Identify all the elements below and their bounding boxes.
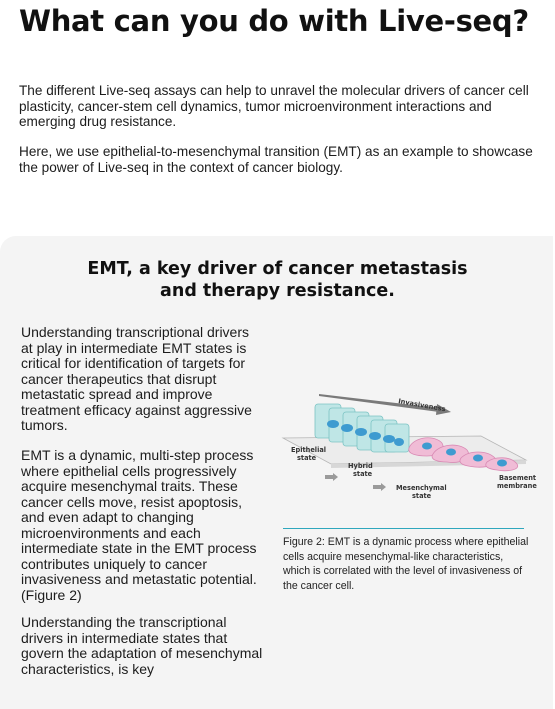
body-paragraph-3: Understanding the transcriptional drivers in intermediate states that govern the adaptation of mesenchymal characteristics, is key — [21, 614, 263, 677]
intro-paragraph-1: The different Live-seq assays can help to unravel the molecular drivers of cancer cell plasticity, cancer-stem cell dynamics, tumor microenvironment interactions and emerging drug resistance. — [19, 83, 529, 130]
emt-figure — [281, 372, 541, 502]
body-paragraph-2: EMT is a dynamic, multi-step process where epithelial cells progressively acquire mesenchymal traits. These cancer cells move, resist apoptosis, and even adapt to changing microenvironments and each intermediate state in the EMT process contributes uniquely to cancer invasiveness and metastatic potential. (Figure 2) — [21, 447, 257, 603]
figure-caption: Figure 2: EMT is a dynamic process where epithelial cells acquire mesenchymal-like characteristics, which is correlated with the level of invasiveness of the cancer cell. — [283, 536, 529, 592]
label-hybrid-line2: state — [353, 470, 373, 478]
label-epithelial-line1: Epithelial — [291, 446, 327, 454]
label-mesenchymal-line2: state — [412, 492, 432, 500]
intro-paragraph-2: Here, we use epithelial-to-mesenchymal transition (EMT) as an example to showcase the power of Live-seq in the context of cancer biology. — [19, 144, 533, 175]
label-epithelial-line2: state — [297, 454, 317, 462]
section-title — [0, 258, 555, 302]
body-paragraph-1: Understanding transcriptional drivers at play in intermediate EMT states is critical for identification of targets for cancer therapeutics that disrupt metastatic spread and improve treatment efficacy against aggressive tumors. — [21, 324, 252, 433]
label-basement-line2: membrane — [497, 482, 537, 490]
label-basement-line1: Basement — [499, 474, 537, 482]
arrow-to-mesenchymal — [373, 483, 386, 491]
figure-divider — [283, 528, 524, 529]
label-invasiveness: Invasiveness — [397, 397, 447, 414]
page-heading: What can you do with Live-seq? — [19, 4, 529, 38]
section-title-line-1: EMT, a key driver of cancer metastasis — [87, 259, 468, 279]
label-mesenchymal-line1: Mesenchymal — [396, 484, 447, 492]
label-hybrid-line1: Hybrid — [348, 462, 373, 470]
section-title-line-2: and therapy resistance. — [160, 281, 395, 301]
arrow-to-hybrid — [325, 473, 338, 481]
